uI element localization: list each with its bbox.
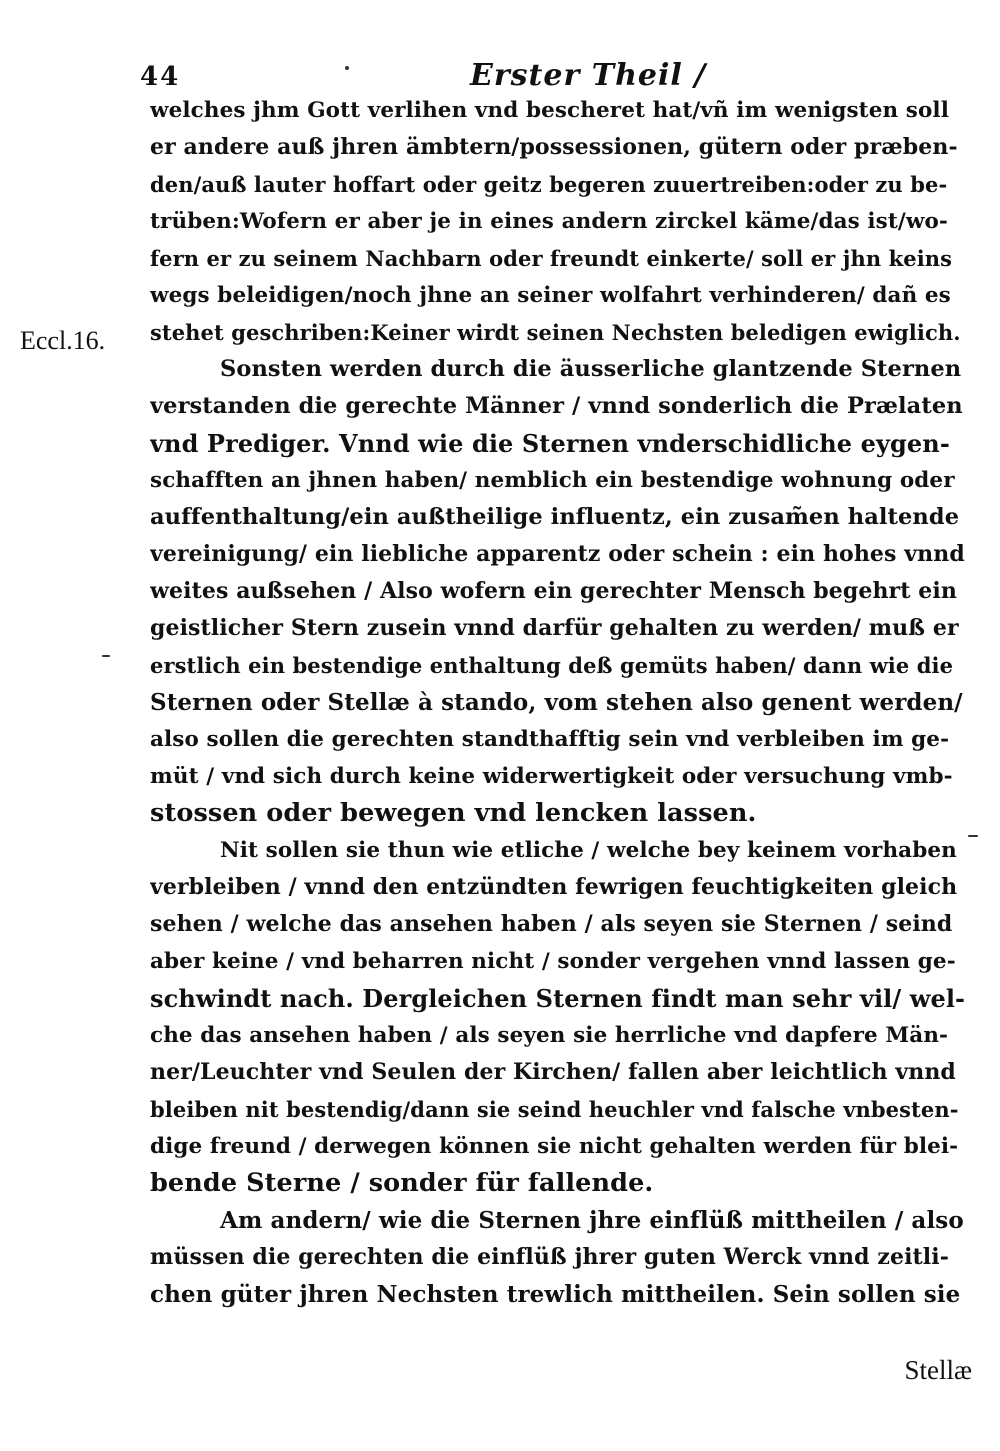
text-line: müt / vnd sich durch keine widerwertigkeit oder versuchung vmb- — [150, 764, 953, 789]
text-line: bleiben nit bestendig/dann sie seind heuchler vnd falsche vnbesten- — [150, 1097, 959, 1122]
text-line: geistlicher Stern zusein vnnd darfür gehalten zu werden/ muß er — [150, 615, 959, 641]
page-number: 44 — [140, 62, 181, 92]
text-line: Am andern/ wie die Sternen jhre einflüß mittheilen / also — [220, 1207, 964, 1234]
text-line: müssen die gerechten die einflüß jhrer guten Werck vnnd zeitli- — [150, 1244, 949, 1270]
text-line: verbleiben / vnnd den entzündten fewrigen feuchtigkeiten gleich — [150, 874, 958, 900]
text-line: stehet geschriben:Keiner wirdt seinen Nechsten beledigen ewiglich. — [150, 320, 961, 345]
text-line: vnd Prediger. Vnnd wie die Sternen vnderschidliche eygen- — [150, 429, 950, 458]
text-line: verstanden die gerechte Männer / vnnd sonderlich die Prælaten — [150, 393, 963, 419]
margin-note: Eccl.16. — [20, 326, 106, 355]
text-line: dige freund / derwegen können sie nicht gehalten werden für blei- — [150, 1134, 959, 1159]
text-line: weites außsehen / Also wofern ein gerechter Mensch begehrt ein — [150, 578, 957, 604]
text-line: vereinigung/ ein liebliche apparentz oder schein : ein hohes vnnd — [150, 541, 965, 567]
text-line: aber keine / vnd beharren nicht / sonder vergehen vnnd lassen ge- — [150, 949, 956, 974]
text-line: Nit sollen sie thun wie etliche / welche bey keinem vorhaben — [220, 838, 957, 863]
text-line: Sternen oder Stellæ à stando, vom stehen also genent werden/ — [150, 689, 963, 716]
body-text — [150, 92, 965, 1313]
text-line: sehen / welche das ansehen haben / als seyen sie Sternen / seind — [150, 911, 953, 937]
text-line: Sonsten werden durch die äusserliche glantzende Sternen — [220, 356, 962, 382]
print-speck — [345, 66, 349, 70]
print-speck — [968, 835, 978, 837]
text-line: schwindt nach. Dergleichen Sternen findt man sehr vil/ wel- — [150, 984, 965, 1013]
text-line: wegs beleidigen/noch jhne an seiner wolfahrt verhinderen/ dañ es — [150, 283, 951, 308]
text-line: fern er zu seinem Nachbarn oder freundt einkerte/ soll er jhn keins — [150, 246, 953, 271]
text-line: erstlich ein bestendige enthaltung deß gemüts haben/ dann wie die — [150, 653, 954, 678]
text-line: schafften an jhnen haben/ nemblich ein bestendige wohnung oder — [150, 468, 955, 493]
text-line: trüben:Wofern er aber je in eines andern zirckel käme/das ist/wo- — [150, 209, 948, 234]
text-line: bende Sterne / sonder für fallende. — [150, 1168, 654, 1198]
catchword: Stellæ — [904, 1355, 972, 1385]
print-speck — [102, 655, 110, 657]
text-line: also sollen die gerechten standthafftig sein vnd verbleiben im ge- — [150, 727, 950, 752]
text-line: stossen oder bewegen vnd lencken lassen. — [150, 798, 757, 828]
text-line: chen güter jhren Nechsten trewlich mittheilen. Sein sollen sie — [150, 1281, 961, 1308]
running-head: Erster Theil / — [470, 58, 707, 93]
text-line: er andere auß jhren ämbtern/possessionen, gütern oder præben- — [150, 134, 958, 160]
text-line: auffenthaltung/ein außtheilige influentz, ein zusam̃en haltende — [150, 504, 960, 530]
text-line: che das ansehen haben / als seyen sie herrliche vnd dapfere Män- — [150, 1023, 949, 1048]
text-line: den/auß lauter hoffart oder geitz begeren zuuertreiben:oder zu be- — [150, 172, 948, 197]
text-line: welches jhm Gott verlihen vnd bescheret hat/vñ im wenigsten soll — [150, 98, 949, 123]
text-line: ner/Leuchter vnd Seulen der Kirchen/ fallen aber leichtlich vnnd — [150, 1059, 956, 1085]
